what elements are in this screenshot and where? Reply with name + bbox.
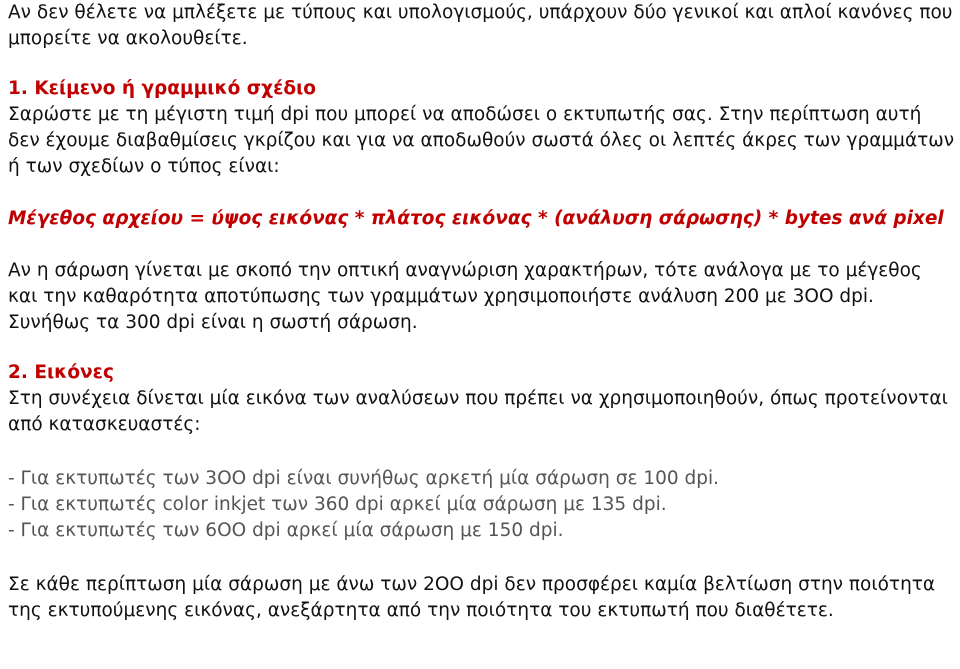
spacer — [8, 336, 956, 360]
spacer — [8, 544, 956, 572]
list-item: - Για εκτυπωτές των 6OO dpi αρκεί μία σάρωση με 150 dpi. — [8, 520, 564, 541]
section-1-body: Σαρώστε με τη μέγιστη τιμή dpi που μπορεί να αποδώσει ο εκτυπωτής σας. Στην περίπτωση αυτή δεν έχουμε διαβαθμίσεις γκρίζου και για να αποδωθούν σωστά όλες οι λεπτές άκρες των γραμμάτων ή των σχεδίων ο τύπος είναι: — [8, 104, 955, 177]
intro-paragraph: Αν δεν θέλετε να μπλέξετε με τύπους και υπολογισμούς, υπάρχουν δύο γενικοί και απλοί κανόνες που μπορείτε να ακολουθείτε. — [8, 2, 953, 49]
ocr-note-paragraph: Αν η σάρωση γίνεται με σκοπό την οπτική αναγνώριση χαρακτήρων, τότε ανάλογα με το μέγεθος και την καθαρότητα αποτύπωσης των γραμμάτων χρησιμοποιήστε ανάλυση 200 με 3OO dpi. Συνήθως τα 300 dpi είναι η σωστή σάρωση. — [8, 260, 922, 333]
list-item: - Για εκτυπωτές color inkjet των 360 dpi αρκεί μία σάρωση με 135 dpi. — [8, 494, 667, 515]
spacer — [8, 52, 956, 76]
spacer — [8, 438, 956, 466]
conclusion-paragraph: Σε κάθε περίπτωση μία σάρωση με άνω των 2OO dpi δεν προσφέρει καμία βελτίωση στην ποιότητα της εκτυπούμενης εικόνας, ανεξάρτητα από την ποιότητα του εκτυπωτή που διαθέτετε. — [8, 574, 936, 621]
resolution-list — [8, 466, 956, 544]
section-2-heading: 2. Εικόνες — [8, 362, 114, 383]
spacer — [8, 180, 956, 206]
section-1-heading: 1. Κείμενο ή γραμμικό σχέδιο — [8, 78, 317, 99]
file-size-formula: Μέγεθος αρχείου = ύψος εικόνας * πλάτος εικόνας * (ανάλυση σάρωσης) * bytes ανά pixel — [8, 208, 944, 229]
section-2-body: Στη συνέχεια δίνεται μία εικόνα των αναλύσεων που πρέπει να χρησιμοποιηθούν, όπως προτείνονται από κατασκευαστές: — [8, 388, 948, 435]
list-item: - Για εκτυπωτές των 3OO dpi είναι συνήθως αρκετή μία σάρωση σε 100 dpi. — [8, 468, 720, 489]
spacer — [8, 232, 956, 258]
document-page — [8, 0, 956, 624]
